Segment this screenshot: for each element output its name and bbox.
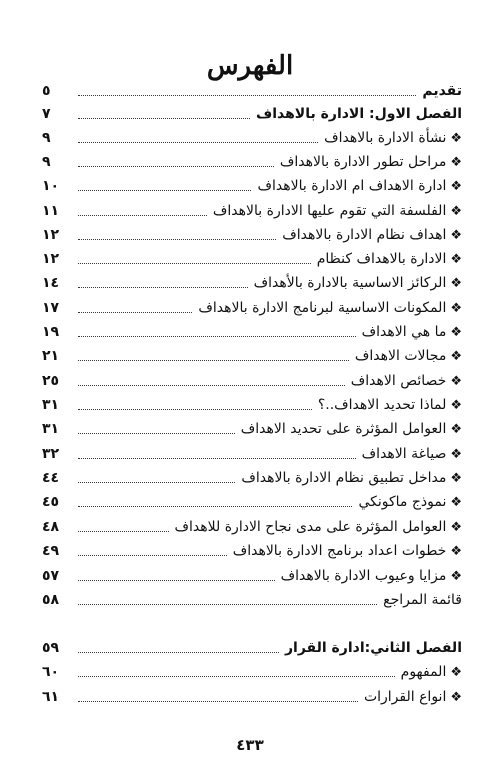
dot-leader (78, 555, 227, 556)
toc-page-number: ٩ (42, 154, 51, 170)
toc-page-number: ١٢ (42, 251, 60, 267)
diamond-bullet-icon: ❖ (450, 251, 462, 267)
dot-leader (78, 190, 251, 191)
diamond-bullet-icon: ❖ (450, 689, 462, 705)
dot-leader (78, 506, 352, 507)
toc-entry (42, 272, 462, 294)
toc-entry-text: المفهوم (400, 664, 447, 680)
toc-entry-text: مزايا وعيوب الادارة بالاهداف (280, 568, 447, 584)
toc-entry-text: المكونات الاساسية لبرنامج الادارة بالاهداف (198, 300, 447, 316)
dot-leader (78, 385, 345, 386)
toc-entry-label (401, 664, 462, 680)
diamond-bullet-icon: ❖ (450, 178, 462, 194)
toc-page-number: ٥٨ (42, 592, 60, 608)
toc-entry (42, 565, 462, 587)
toc-page-number: ٤٨ (42, 519, 60, 535)
diamond-bullet-icon: ❖ (450, 397, 462, 413)
toc-entry-label (318, 397, 462, 413)
toc-entry (42, 516, 462, 538)
toc-entry (42, 467, 462, 489)
toc-entry (42, 345, 462, 367)
toc-entry-text: مداخل تطبيق نظام الادارة بالاهداف (241, 470, 447, 486)
toc-entry-label (324, 130, 462, 146)
page-number: ٤٣٣ (236, 736, 264, 754)
toc-entry-label (241, 470, 462, 486)
toc-entry-text: انواع القرارات (363, 689, 447, 705)
toc-page-number: ١٤ (42, 275, 60, 291)
toc-page-number: ٩ (42, 130, 51, 146)
toc-entry (42, 686, 462, 708)
toc-entry (42, 637, 462, 659)
dot-leader (78, 215, 207, 216)
toc-entry (42, 103, 462, 125)
toc-entry-text: لماذا تحديد الاهداف..؟ (317, 397, 447, 413)
toc-entry (42, 175, 462, 197)
dot-leader (78, 482, 235, 483)
toc-page-number: ٦١ (42, 689, 60, 705)
diamond-bullet-icon: ❖ (450, 324, 462, 340)
toc-entry (42, 80, 462, 102)
toc-entry-text: نموذج ماكونكي (358, 494, 447, 510)
toc-entry (42, 491, 462, 513)
toc-page-number: ١٢ (42, 227, 60, 243)
diamond-bullet-icon: ❖ (450, 300, 462, 316)
toc-entry-text: مراحل تطور الادارة بالاهداف (279, 154, 447, 170)
diamond-bullet-icon: ❖ (450, 154, 462, 170)
dot-leader (78, 604, 377, 605)
diamond-bullet-icon: ❖ (450, 543, 462, 559)
toc-entry-label (383, 592, 462, 608)
toc-entry-label (198, 300, 462, 316)
toc-entry-label (362, 324, 462, 340)
dot-leader (78, 336, 356, 337)
toc-entry-label (254, 275, 462, 291)
diamond-bullet-icon: ❖ (450, 373, 462, 389)
diamond-bullet-icon: ❖ (450, 470, 462, 486)
diamond-bullet-icon: ❖ (450, 519, 462, 535)
dot-leader (78, 312, 192, 313)
toc-entry-label (256, 106, 462, 122)
toc-entry-label (281, 568, 462, 584)
dot-leader (78, 118, 250, 119)
diamond-bullet-icon: ❖ (450, 348, 462, 364)
toc-entry-label (175, 519, 462, 535)
diamond-bullet-icon: ❖ (450, 446, 462, 462)
dot-leader (78, 142, 318, 143)
toc-entry (42, 370, 462, 392)
toc-entry-label (241, 421, 462, 437)
toc-page-number: ٤٤ (42, 470, 60, 486)
dot-leader (78, 360, 349, 361)
toc-entry (42, 394, 462, 416)
diamond-bullet-icon: ❖ (450, 494, 462, 510)
toc-page-number: ١١ (42, 203, 60, 219)
page-title: الفهرس (206, 51, 294, 81)
toc-entry-label (317, 251, 462, 267)
toc-entry (42, 224, 462, 246)
toc-entry-label (233, 543, 462, 559)
dot-leader (78, 458, 356, 459)
toc-entry-text: الادارة بالاهداف كنظام (316, 251, 447, 267)
toc-entry-text: قائمة المراجع (383, 592, 462, 608)
toc-page-number: ٣١ (42, 397, 60, 413)
toc-entry-text: خطوات اعداد برنامج الادارة بالاهداف (232, 543, 447, 559)
toc-page-number: ١٩ (42, 324, 60, 340)
toc-entry-label (358, 494, 462, 510)
toc-page-number: ٤٩ (42, 543, 60, 559)
toc-entry-text: الفلسفة التي تقوم عليها الادارة بالاهداف (212, 203, 447, 219)
toc-entry-text: خصائص الاهداف (350, 373, 447, 389)
toc-entry-label (213, 203, 462, 219)
diamond-bullet-icon: ❖ (450, 203, 462, 219)
toc-entry-text: ادارة الاهداف ام الادارة بالاهداف (257, 178, 447, 194)
diamond-bullet-icon: ❖ (450, 421, 462, 437)
toc-entry (42, 661, 462, 683)
diamond-bullet-icon: ❖ (450, 568, 462, 584)
toc-page-number: ١٧ (42, 300, 60, 316)
toc-entry (42, 540, 462, 562)
toc-entry-text: الفصل الاول: الادارة بالاهداف (255, 106, 462, 122)
toc-entry-text: مجالات الاهداف (354, 348, 447, 364)
toc-page-number: ٦٠ (42, 664, 60, 680)
toc-entry-label (282, 227, 462, 243)
dot-leader (78, 580, 275, 581)
toc-entry (42, 443, 462, 465)
toc-page-number: ٥ (42, 83, 51, 99)
toc-entry (42, 418, 462, 440)
dot-leader (78, 701, 358, 702)
toc-entry-label (351, 373, 462, 389)
dot-leader (78, 433, 235, 434)
toc-entry (42, 321, 462, 343)
toc-page-number: ٤٥ (42, 494, 60, 510)
toc-page-number: ٢١ (42, 348, 60, 364)
toc-entry-label (422, 83, 462, 99)
toc-entry (42, 589, 462, 611)
toc-entry-label (280, 154, 462, 170)
toc-entry-label (285, 640, 462, 656)
toc-entry-text: نشأة الادارة بالاهداف (324, 130, 447, 146)
toc-entry-label (257, 178, 462, 194)
toc-entry-label (362, 446, 462, 462)
toc-entry-text: العوامل المؤثرة على مدى نجاح الادارة للاهداف (174, 519, 447, 535)
toc-entry (42, 297, 462, 319)
toc-entry-text: صياغة الاهداف (361, 446, 447, 462)
dot-leader (78, 652, 279, 653)
toc-entry-label (364, 689, 462, 705)
dot-leader (78, 95, 416, 96)
toc-entry-text: العوامل المؤثرة على تحديد الاهداف (240, 421, 447, 437)
toc-entry-label (355, 348, 462, 364)
toc-entry-text: اهداف نظام الادارة بالاهداف (282, 227, 447, 243)
dot-leader (78, 239, 276, 240)
toc-page-number: ١٠ (42, 178, 60, 194)
toc-page-number: ٣٢ (42, 446, 60, 462)
dot-leader (78, 166, 274, 167)
toc-entry (42, 127, 462, 149)
toc-entry (42, 151, 462, 173)
diamond-bullet-icon: ❖ (450, 227, 462, 243)
toc-entry-text: الفصل الثاني:ادارة القرار (284, 640, 462, 656)
toc-page-number: ٧ (42, 106, 51, 122)
toc-entry-text: ما هي الاهداف (361, 324, 447, 340)
diamond-bullet-icon: ❖ (450, 275, 462, 291)
toc-entry (42, 248, 462, 270)
diamond-bullet-icon: ❖ (450, 130, 462, 146)
dot-leader (78, 287, 248, 288)
dot-leader (78, 676, 395, 677)
dot-leader (78, 409, 312, 410)
toc-page-number: ٥٩ (42, 640, 60, 656)
dot-leader (78, 263, 311, 264)
diamond-bullet-icon: ❖ (450, 664, 462, 680)
toc-page-number: ٢٥ (42, 373, 60, 389)
toc-page-number: ٥٧ (42, 568, 60, 584)
toc-entry (42, 200, 462, 222)
toc-entry-text: تقديم (422, 83, 462, 99)
toc-entry-text: الركائز الاساسية بالادارة بالأهداف (253, 275, 447, 291)
dot-leader (78, 531, 169, 532)
toc-page-number: ٣١ (42, 421, 60, 437)
